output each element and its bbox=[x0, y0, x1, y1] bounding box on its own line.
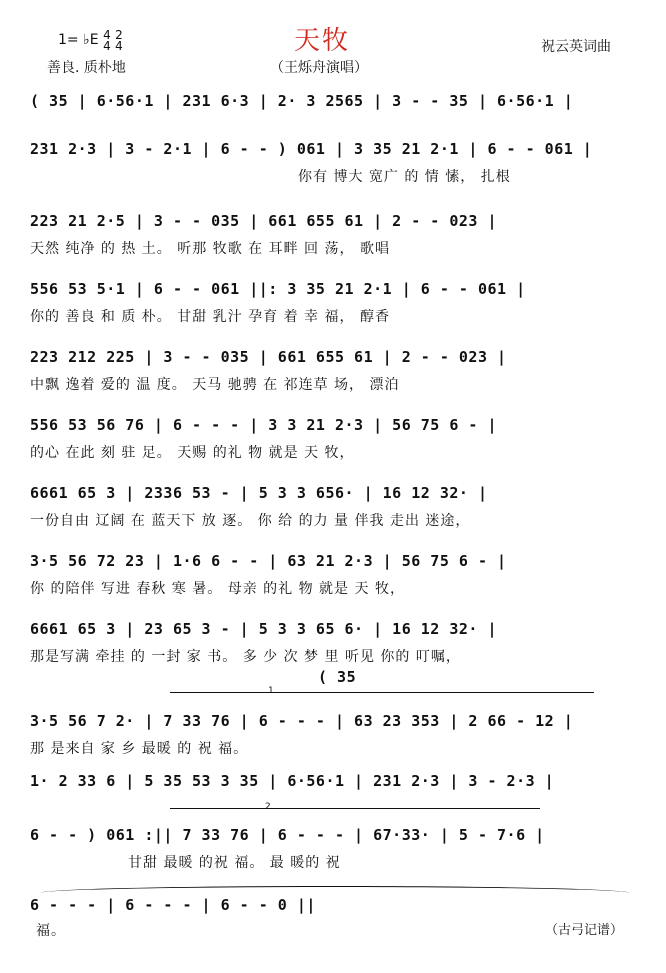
lyric-row-6: 的心 在此 刻 驻 足。 天赐 的礼 物 就是 天 牧， bbox=[30, 445, 355, 461]
notation-row-10: 3·5 56 7 2· | 7 33 76 | 6 - - - | 63 23 353 | 2 66 - 12 | bbox=[30, 712, 574, 730]
lyric-row-8: 你 的陪伴 写进 春秋 寒 暑。 母亲 的礼 物 就是 天 牧， bbox=[30, 581, 405, 597]
transcriber-credit: （古弓记谱） bbox=[545, 923, 624, 938]
volta-bracket-1 bbox=[170, 692, 594, 693]
pickup-notes: ( 35 bbox=[318, 668, 357, 686]
meter-a-top: 4 bbox=[103, 28, 111, 42]
notation-row-6: 556 53 56 76 | 6 - - - | 3 3 21 2·3 | 56 75 6 - | bbox=[30, 416, 498, 434]
volta-bracket-2 bbox=[170, 808, 540, 809]
lyric-row-4: 你的 善良 和 质 朴。 甘甜 乳汁 孕育 着 幸 福， 醇香 bbox=[30, 309, 390, 325]
lyric-row-13: 福。 bbox=[36, 923, 66, 939]
notation-row-9: 6661 65 3 | 23 65 3 - | 5 3 3 65 6· | 16 12 32· | bbox=[30, 620, 498, 638]
volta-number-2: 2 bbox=[265, 802, 271, 812]
meter-a-bottom: 4 bbox=[103, 39, 111, 53]
notation-row-1: ( 35 | 6·56·1 | 231 6·3 | 2· 3 2565 | 3 - - 35 | 6·56·1 | bbox=[30, 92, 574, 110]
key-signature: 1= ♭E bbox=[58, 32, 99, 48]
notation-row-12: 6 - - ) 061 :|| 7 33 76 | 6 - - - | 67·33· | 5 - 7·6 | bbox=[30, 826, 545, 844]
lyric-row-7: 一份自由 辽阔 在 蓝天下 放 逐。 你 给 的力 量 伴我 走出 迷途， bbox=[30, 513, 471, 529]
meter-b-bottom: 4 bbox=[115, 39, 123, 53]
notation-row-13: 6 - - - | 6 - - - | 6 - - 0 || bbox=[30, 896, 316, 914]
notation-row-11: 1· 2 33 6 | 5 35 53 3 35 | 6·56·1 | 231 2·3 | 3 - 2·3 | bbox=[30, 772, 555, 790]
composer-credit: 祝云英词曲 bbox=[541, 39, 611, 55]
lyric-row-12: 甘甜 最暖 的祝 福。 最 暖的 祝 bbox=[128, 855, 341, 871]
notation-row-7: 6661 65 3 | 2336 53 - | 5 3 3 656· | 16 12 32· | bbox=[30, 484, 488, 502]
lyric-row-5: 中飘 逸着 爱的 温 度。 天马 驰骋 在 祁连草 场， 漂泊 bbox=[30, 377, 400, 393]
notation-row-3: 223 21 2·5 | 3 - - 035 | 661 655 61 | 2 - - 023 | bbox=[30, 212, 498, 230]
song-title: 天牧 bbox=[294, 26, 351, 56]
meter-b-top: 2 bbox=[115, 28, 123, 42]
singer-credit: （王烁舟演唱） bbox=[270, 60, 368, 76]
time-signature bbox=[101, 30, 125, 52]
long-tie bbox=[40, 886, 630, 893]
lyric-row-10: 那 是来自 家 乡 最暖 的 祝 福。 bbox=[30, 741, 249, 757]
volta-number-1: 1 bbox=[268, 686, 274, 696]
lyric-row-3: 天然 纯净 的 热 土。 听那 牧歌 在 耳畔 回 荡， 歌唱 bbox=[30, 241, 390, 257]
notation-row-4: 556 53 5·1 | 6 - - 061 ||: 3 35 21 2·1 | 6 - - 061 | bbox=[30, 280, 526, 298]
expression-marking: 善良. 质朴地 bbox=[47, 60, 126, 76]
lyric-row-9: 那是写满 牵挂 的 一封 家 书。 多 少 次 梦 里 听见 你的 叮嘱， bbox=[30, 649, 461, 665]
notation-row-5: 223 212 225 | 3 - - 035 | 661 655 61 | 2 - - 023 | bbox=[30, 348, 507, 366]
lyric-row-2: 你有 博大 宽广 的 情 愫， 扎根 bbox=[298, 169, 511, 185]
notation-row-8: 3·5 56 72 23 | 1·6 6 - - | 63 21 2·3 | 56 75 6 - | bbox=[30, 552, 507, 570]
notation-row-2: 231 2·3 | 3 - 2·1 | 6 - - ) 061 | 3 35 21 2·1 | 6 - - 061 | bbox=[30, 140, 593, 158]
